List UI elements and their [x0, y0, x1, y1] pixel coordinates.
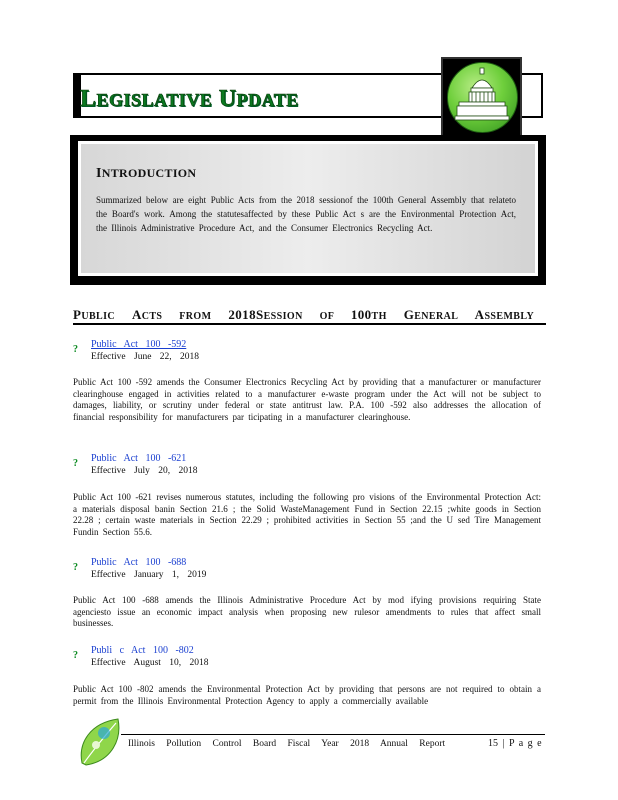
act-bullet: ? — [73, 650, 78, 661]
act-link[interactable]: Public Act 100 -592 — [91, 339, 187, 350]
page-title: LEGISLATIVE UPDATE — [80, 86, 299, 112]
act-bullet: ? — [73, 458, 78, 469]
act-description: Public Act 100 -592 amends the Consumer Electronics Recycling Act by providing that a manufacturer or manufacturer clearinghouse engaged in activities related to a manufacturer e-waste program under the Act will not be subject to damages, liability, or scrutiny under federal or state antitrust law. P.A. 100 -592 also addresses the allocation of financial responsibility for manufacturers par ticipating in a manufacturer clearinghouse. — [73, 377, 541, 422]
section-rule — [73, 323, 546, 325]
act-effective-date: Effective January 1, 2019 — [91, 570, 207, 580]
act-bullet: ? — [73, 562, 78, 573]
act-effective-date: Effective June 22, 2018 — [91, 352, 200, 362]
capitol-dome-icon — [453, 66, 511, 126]
act-effective-date: Effective August 10, 2018 — [91, 658, 209, 668]
leaf-logo-icon — [76, 715, 126, 770]
act-link[interactable]: Public Act 100 -688 — [91, 557, 187, 568]
act-bullet: ? — [73, 344, 78, 355]
footer-report-title: Illinois Pollution Control Board Fiscal Year 2018 Annual Report — [128, 739, 446, 749]
introduction-text: Summarized below are eight Public Acts from the 2018 sessionof the 100th General Assembly that relateto the Board's work. Among the statutesaffected by these Public Act s are the Environmental Protection Act, the Illinois Administrative Procedure Act, and the Consumer Electronics Recycling Act. — [96, 195, 516, 233]
introduction-heading: INTRODUCTION — [96, 166, 197, 181]
act-link[interactable]: Public Act 100 -621 — [91, 453, 187, 464]
act-effective-date: Effective July 20, 2018 — [91, 466, 198, 476]
act-description: Public Act 100 -621 revises numerous statutes, including the following pro visions of the Environmental Protection Act: a materials disposal banin Section 21.6 ; the Solid WasteManagement Fund in Section 22.15 ;white goods in Section 22.28 ; certain waste materials in Section 22.29 ; prohibited activities in Section 55 ;and the U sed Tire Management Fundin Section 55.6. — [73, 492, 541, 537]
footer-rule — [121, 734, 545, 735]
section-heading: PUBLIC ACTS FROM 2018SESSION OF 100TH GENERAL ASSEMBLY — [73, 307, 535, 322]
act-link[interactable]: Publi c Act 100 -802 — [91, 645, 194, 656]
act-description: Public Act 100 -688 amends the Illinois Administrative Procedure Act by mod ifying provisions requiring State agenciesto issue an economic impact analysis when proposing new rulesor amendments to rules that affect small businesses. — [73, 595, 541, 629]
footer-page-number: 15 | P a g e — [488, 738, 542, 749]
act-description: Public Act 100 -802 amends the Environmental Protection Act by providing that persons are not required to obtain a permit from the Illinois Environmental Protection Agency to apply a commercially available — [73, 684, 541, 706]
